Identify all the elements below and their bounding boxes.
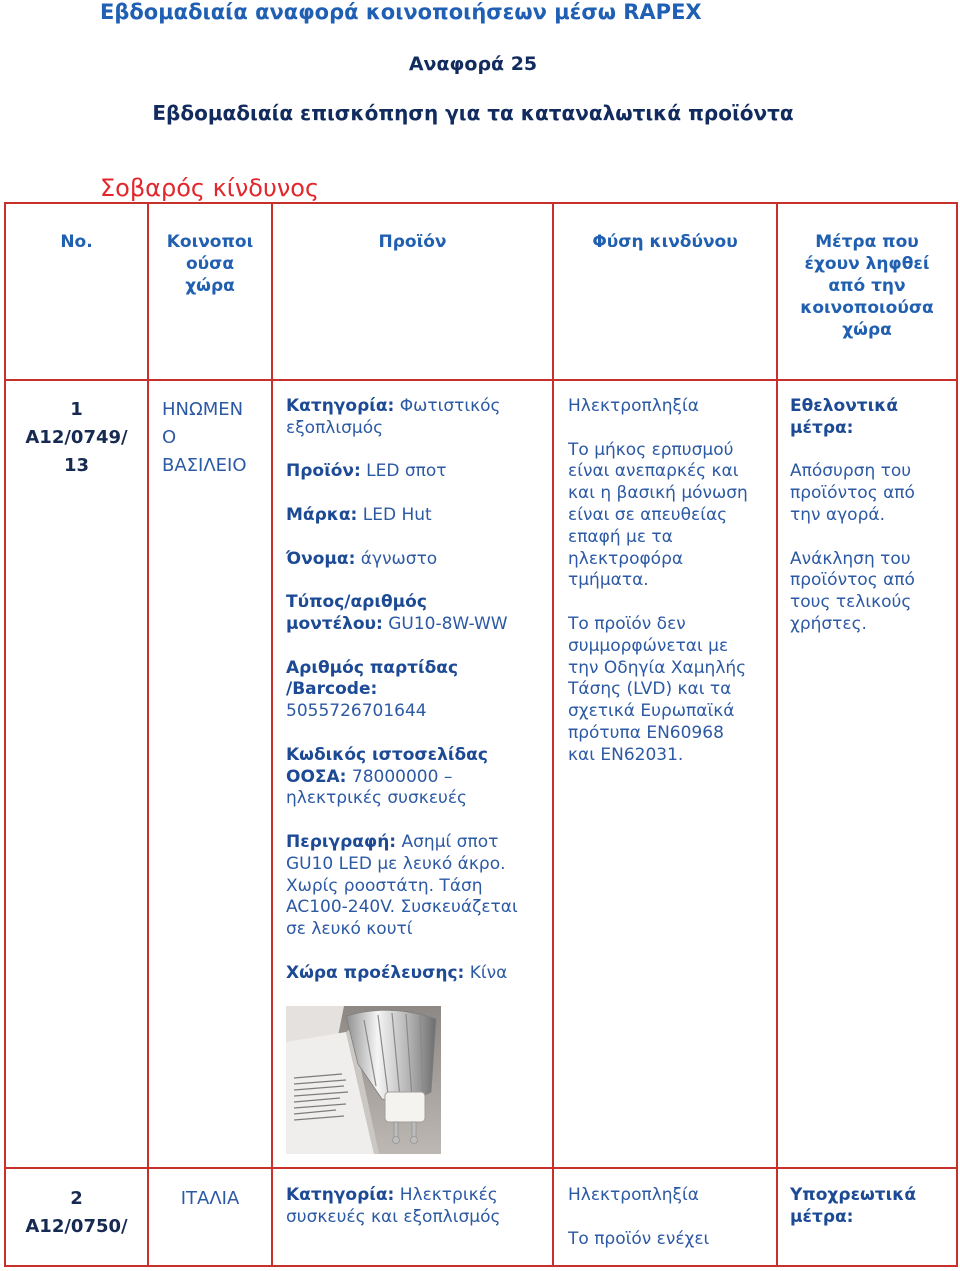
field-value: Ασημί σποτ GU10 LED με λευκό άκρο. Χωρίς ροοστάτη. Τάση AC100-240V. Συσκευάζεται σε λευκό κουτί [286,831,518,940]
column-header-label: Φύση κινδύνου [592,232,738,252]
notification-number: 1 A12/0749/ 13 [25,399,128,476]
field-value: 5055726701644 [286,701,427,722]
field-name [286,549,548,571]
field-value: άγνωστο [360,548,438,569]
measure-item: Απόσυρση του προϊόντος από την αγορά. [790,461,915,525]
measures-type: Υποχρεωτικά μέτρα: [790,1185,917,1227]
notifying-country: ΗΝΩΜΕΝ Ο ΒΑΣΙΛΕΙΟ [162,399,247,476]
risk-description: Το μήκος ερπυσμού είναι ανεπαρκές και και η βασική μόνωση είναι σε απευθείας επαφή με τα ηλεκτροφόρα τμήματα. [568,439,748,591]
row-2-measures-cell [778,1169,958,1267]
field-label: Κωδικός ιστοσελίδας ΟΟΣΑ: [286,744,488,787]
column-header-label: Μέτρα που έχουν ληφθεί από την κοινοποιούσα χώρα [800,232,934,340]
risk-type: Ηλεκτροπληξία [568,1185,699,1205]
lamp-base [385,1092,425,1122]
report-number: Αναφορά 25 [408,53,538,75]
field-label: Περιγραφή: [286,831,397,852]
field-label: Μάρκα: [286,504,358,525]
measures-type: Εθελοντικά μέτρα: [790,396,899,438]
document-title: Εβδομαδιαία αναφορά κοινοποιήσεων μέσω RAPEX [100,0,702,24]
row-2-risk-cell [554,1169,778,1267]
row-1-measures-cell [778,381,958,1169]
row-1-product-cell [273,381,554,1169]
row-2-number-cell [6,1169,149,1267]
field-oecd-code [286,745,548,810]
column-header-measures [778,204,958,381]
risk-type: Ηλεκτροπληξία [568,396,699,416]
row-2-product-cell [273,1169,554,1267]
column-header-risk-type [554,204,778,381]
column-header-notifying-country [149,204,273,381]
field-value: 78000000 – ηλεκτρικές συσκευές [286,766,468,809]
field-batch-barcode [286,658,548,723]
field-value: Κίνα [469,962,508,983]
column-header-label: Προϊόν [378,232,447,252]
field-origin [286,963,548,985]
field-label: Κατηγορία: [286,1185,395,1205]
field-brand [286,505,548,527]
field-label: Αριθμός παρτίδας /Barcode: [286,657,459,700]
row-1-country-cell [149,381,273,1169]
row-1-risk-cell [554,381,778,1169]
field-label: Χώρα προέλευσης: [286,962,465,983]
column-header-label: No. [60,232,93,252]
field-label: Όνομα: [286,548,356,569]
risk-section-heading: Σοβαρός κίνδυνος [100,174,320,202]
field-value: LED Hut [362,504,432,525]
risk-description: Το προϊόν δεν συμμορφώνεται με την Οδηγία Χαμηλής Τάσης (LVD) και τα σχετικά Ευρωπαϊκά πρότυπα EN60968 και EN62031. [568,613,747,765]
document-subtitle: Εβδομαδιαία επισκόπηση για τα καταναλωτικά προϊόντα [152,101,794,125]
field-value: Φωτιστικός εξοπλισμός [286,396,501,438]
field-product [286,461,548,483]
field-category [286,396,548,440]
field-value: Ηλεκτρικές συσκευές και εξοπλισμός [286,1185,501,1227]
row-1-number-cell [6,381,149,1169]
field-label: Προϊόν: [286,461,361,482]
field-label: Κατηγορία: [286,396,395,416]
risk-description: Το προϊόν ενέχει [568,1228,710,1249]
column-header-product [273,204,554,381]
notifications-table [4,202,958,1267]
field-model [286,592,548,636]
product-photo [286,1006,441,1154]
product-photo-drawing [286,1006,441,1154]
field-label: Τύπος/αριθμός μοντέλου: [286,592,427,634]
notifying-country: ΙΤΑΛΙΑ [180,1188,240,1209]
field-value: LED σποτ [366,461,447,482]
row-2-country-cell [149,1169,273,1267]
column-header-label: Κοινοποι ούσα χώρα [166,232,254,296]
field-category [286,1185,548,1229]
field-description [286,832,548,941]
notification-number: 2 A12/0750/ [25,1188,128,1237]
measure-item: Ανάκληση του προϊόντος από τους τελικούς χρήστες. [790,548,915,634]
field-value: GU10-8W-WW [388,613,508,634]
column-header-no [6,204,149,381]
